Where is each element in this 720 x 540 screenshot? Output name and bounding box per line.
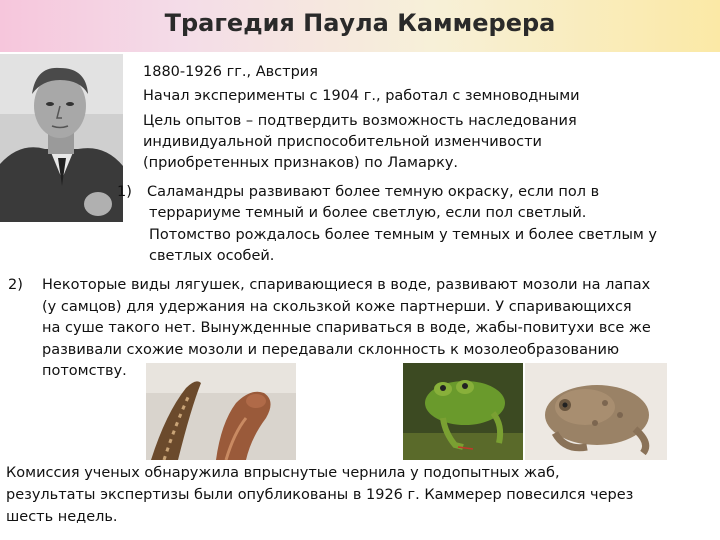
toad-photo xyxy=(525,363,667,460)
portrait-photo xyxy=(0,54,123,222)
conclusion-line: Комиссия ученых обнаружила впрыснутые чернила у подопытных жаб, xyxy=(6,465,560,481)
conclusion-line: шесть недель. xyxy=(6,509,118,525)
item1-line: светлых особей. xyxy=(149,248,275,264)
intro-line: (приобретенных признаков) по Ламарку. xyxy=(143,155,459,171)
intro-line: 1880-1926 гг., Австрия xyxy=(143,64,318,80)
item2-line: Некоторые виды лягушек, спаривающиеся в воде, развивают мозоли на лапах xyxy=(42,277,651,293)
conclusion-line: результаты экспертизы были опубликованы в 1926 г. Каммерер повесился через xyxy=(6,487,634,503)
salamander-photo xyxy=(146,363,296,460)
slide-title: Трагедия Паула Каммерера xyxy=(164,9,556,37)
intro-line: индивидуальной приспособительной изменчивости xyxy=(143,134,542,150)
item2-line: на суше такого нет. Вынужденные спариваться в воде, жабы-повитухи все же xyxy=(42,320,651,336)
item2-number: 2) xyxy=(8,277,23,293)
item1-line: Саламандры развивают более темную окраску, если пол в xyxy=(147,184,600,200)
item2-line: потомству. xyxy=(42,363,127,379)
item1-line: Потомство рождалось более темным у темных и более светлым у xyxy=(149,227,658,243)
item1-line: террариуме темный и более светлую, если пол светлый. xyxy=(149,205,587,221)
frog-photo xyxy=(403,363,523,460)
intro-line: Цель опытов – подтвердить возможность наследования xyxy=(143,113,577,129)
item2-line: развивали схожие мозоли и передавали склонность к мозолеобразованию xyxy=(42,342,620,358)
intro-line: Начал эксперименты с 1904 г., работал с земноводными xyxy=(143,88,580,104)
item2-line: (у самцов) для удержания на скользкой коже партнерши. У спаривающихся xyxy=(42,299,632,315)
item1-number: 1) xyxy=(117,184,132,200)
